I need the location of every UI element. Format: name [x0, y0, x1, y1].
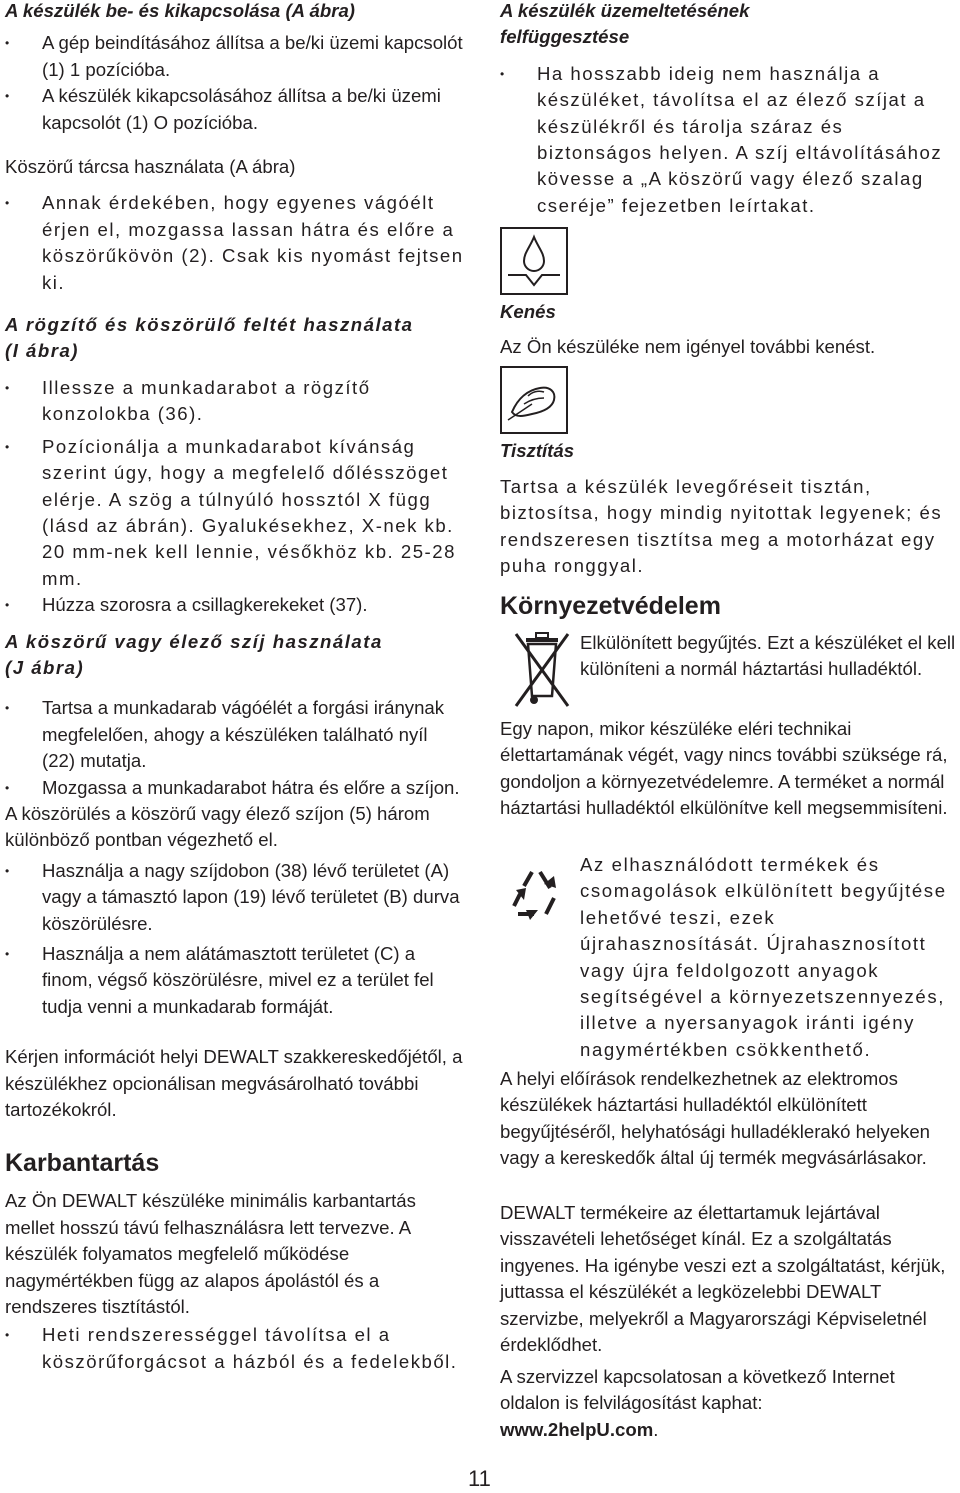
accessories-paragraph: Kérjen információt helyi DEWALT szakkereskedőjétől, a készülékhez opcionálisan megvásárolható további tartozékokról. — [5, 1046, 463, 1121]
switch-list — [5, 30, 465, 136]
crossed-bin-icon — [512, 630, 572, 710]
belt-list-2 — [5, 858, 465, 1020]
list-item: • Ha hosszabb ideig nem használja a készüléket, távolítsa el az élező szíjat a készülékről és tárolja száraz és biztonságos helyen. A szíj eltávolításához kövesse a „A köszörű vagy élező szalag cseréje” fejezetben leírtakat. — [500, 61, 955, 219]
suspension-list — [500, 61, 955, 219]
list-item: • Használja a nagy szíjdobon (38) lévő területet (A) vagy a támasztó lapon (19) lévő területet (B) durva köszörülésre. — [5, 858, 465, 937]
environment-text-1: Elkülönített begyűjtés. Ezt a készüléket el kell különíteni a normál háztartási hulladéktól. — [580, 632, 956, 680]
maintenance-title: Karbantartás — [5, 1149, 160, 1178]
grinding-wheel-list — [5, 190, 465, 296]
belt-list — [5, 695, 465, 801]
list-item: • Pozícionálja a munkadarabot kívánság szerint úgy, hogy a megfelelő dőlésszöget elérje. A szög a túlnyúló hossztól X függ (lásd az ábrán). Gyalukésekhez, X-nek kb. 20 mm-nek kell lennie, vésőkhöz kb. 25-28 mm. — [5, 434, 465, 592]
jig-list — [5, 375, 465, 619]
list-item: • Illessze a munkadarabot a rögzítő konzolokba (36). — [5, 375, 465, 428]
oil-drop-icon — [500, 227, 568, 295]
list-item: • Annak érdekében, hogy egyenes vágóélt érjen el, mozgassa lassan hátra és előre a köszörűkövön (2). Csak kis nyomást fejtsen ki. — [5, 190, 465, 296]
cleaning-hand-icon — [500, 366, 568, 434]
list-item: • Húzza szorosra a csillagkerekeket (37). — [5, 592, 465, 618]
environment-text-2: Egy napon, mikor készüléke eléri technikai élettartamának végét, vagy nincs további szüksége rá, gondoljon a környezetvédelemre. A terméket a normál háztartási hulladéktól elkülönítve kell megsemmisíteni. — [500, 718, 948, 819]
environment-text-3: Az elhasználódott termékek és csomagolások elkülönített begyűjtése lehetővé teszi, ezek újrahasznosítását. Újrahasznosított vagy újra feldolgozott anyagok segítségével a környezetszennyezés, illetve a nyersanyagok iránti igény nagymértékben csökkenthető. — [580, 854, 947, 1060]
list-item: • Mozgassa a munkadarabot hátra és előre a szíjon. — [5, 775, 465, 801]
list-item: • Heti rendszerességgel távolítsa el a köszörűforgácsot a házból és a fedelekből. — [5, 1322, 465, 1375]
belt-paragraph: A köszörülés a köszörű vagy élező szíjon (5) három különböző pontban végezhető el. — [5, 802, 430, 851]
section-title-suspension: A készülék üzemeltetésének felfüggesztése — [500, 0, 750, 48]
environment-title: Környezetvédelem — [500, 592, 721, 620]
maintenance-paragraph: Az Ön DEWALT készüléke minimális karbantartás mellet hosszú távú felhasználásra lett tervezve. A készülék folyamatos megfelelő működése nagymértékben függ az alapos ápolástól és a rendszeres tisztítástól. — [5, 1190, 416, 1318]
cleaning-title: Tisztítás — [500, 440, 575, 461]
list-item: • Használja a nem alátámasztott területet (C) a finom, végső köszörülésre, mivel ez a terület fel tudja venni a munkadarab formáját. — [5, 941, 465, 1020]
cleaning-text: Tartsa a készülék levegőréseit tisztán, biztosítsa, hogy mindig nyitottak legyenek; és rendszeresen tisztítsa meg a motorházat egy puha ronggyal. — [500, 476, 943, 577]
maintenance-list — [5, 1322, 465, 1375]
recycle-icon — [504, 862, 568, 926]
lubrication-title: Kenés — [500, 301, 556, 322]
section-title-jig: A rögzítő és köszörülő feltét használata (I ábra) — [5, 314, 414, 362]
list-item: • A gép beindításához állítsa a be/ki üzemi kapcsolót (1) 1 pozícióba. — [5, 30, 465, 83]
list-item: • Tartsa a munkadarab vágóélét a forgási iránynak megfelelően, ahogy a készüléken található nyíl (22) mutatja. — [5, 695, 465, 774]
right-column — [500, 0, 955, 219]
page-number: 11 — [468, 1466, 491, 1491]
environment-text-6: A szervizzel kapcsolatosan a következő Internet oldalon is felvilágosítást kaphat: www.2helpU.com. — [500, 1366, 895, 1440]
website-link[interactable]: www.2helpU.com — [500, 1418, 654, 1440]
list-item: • A készülék kikapcsolásához állítsa a be/ki üzemi kapcsolót (1) O pozícióba. — [5, 83, 465, 136]
section-title-belt: A köszörű vagy élező szíj használata (J ábra) — [5, 630, 383, 678]
section-title-grinding-wheel: Köszörű tárcsa használata (A ábra) — [5, 156, 296, 178]
lubrication-text: Az Ön készüléke nem igényel további kenést. — [500, 336, 876, 357]
environment-text-4: A helyi előírások rendelkezhetnek az elektromos készülékek háztartási hulladéktól elkülönített begyűjtéséről, helyhatósági hulladéklerakó helyeken vagy a kereskedők által új termék megvásárlásakor. — [500, 1068, 931, 1169]
environment-text-5: DEWALT termékeire az élettartamuk lejártával visszavételi lehetőséget kínál. Ez a szolgáltatás ingyenes. Ha igénybe veszi ezt a szolgáltatást, kérjük, juttassa el készülékét a legközelebbi DEWALT szervizbe, melyekről a Magyarországi Képviseletnél érdeklődhet. — [500, 1202, 946, 1356]
left-column — [5, 0, 465, 1375]
section-title-switch: A készülék be- és kikapcsolása (A ábra) — [5, 0, 356, 21]
